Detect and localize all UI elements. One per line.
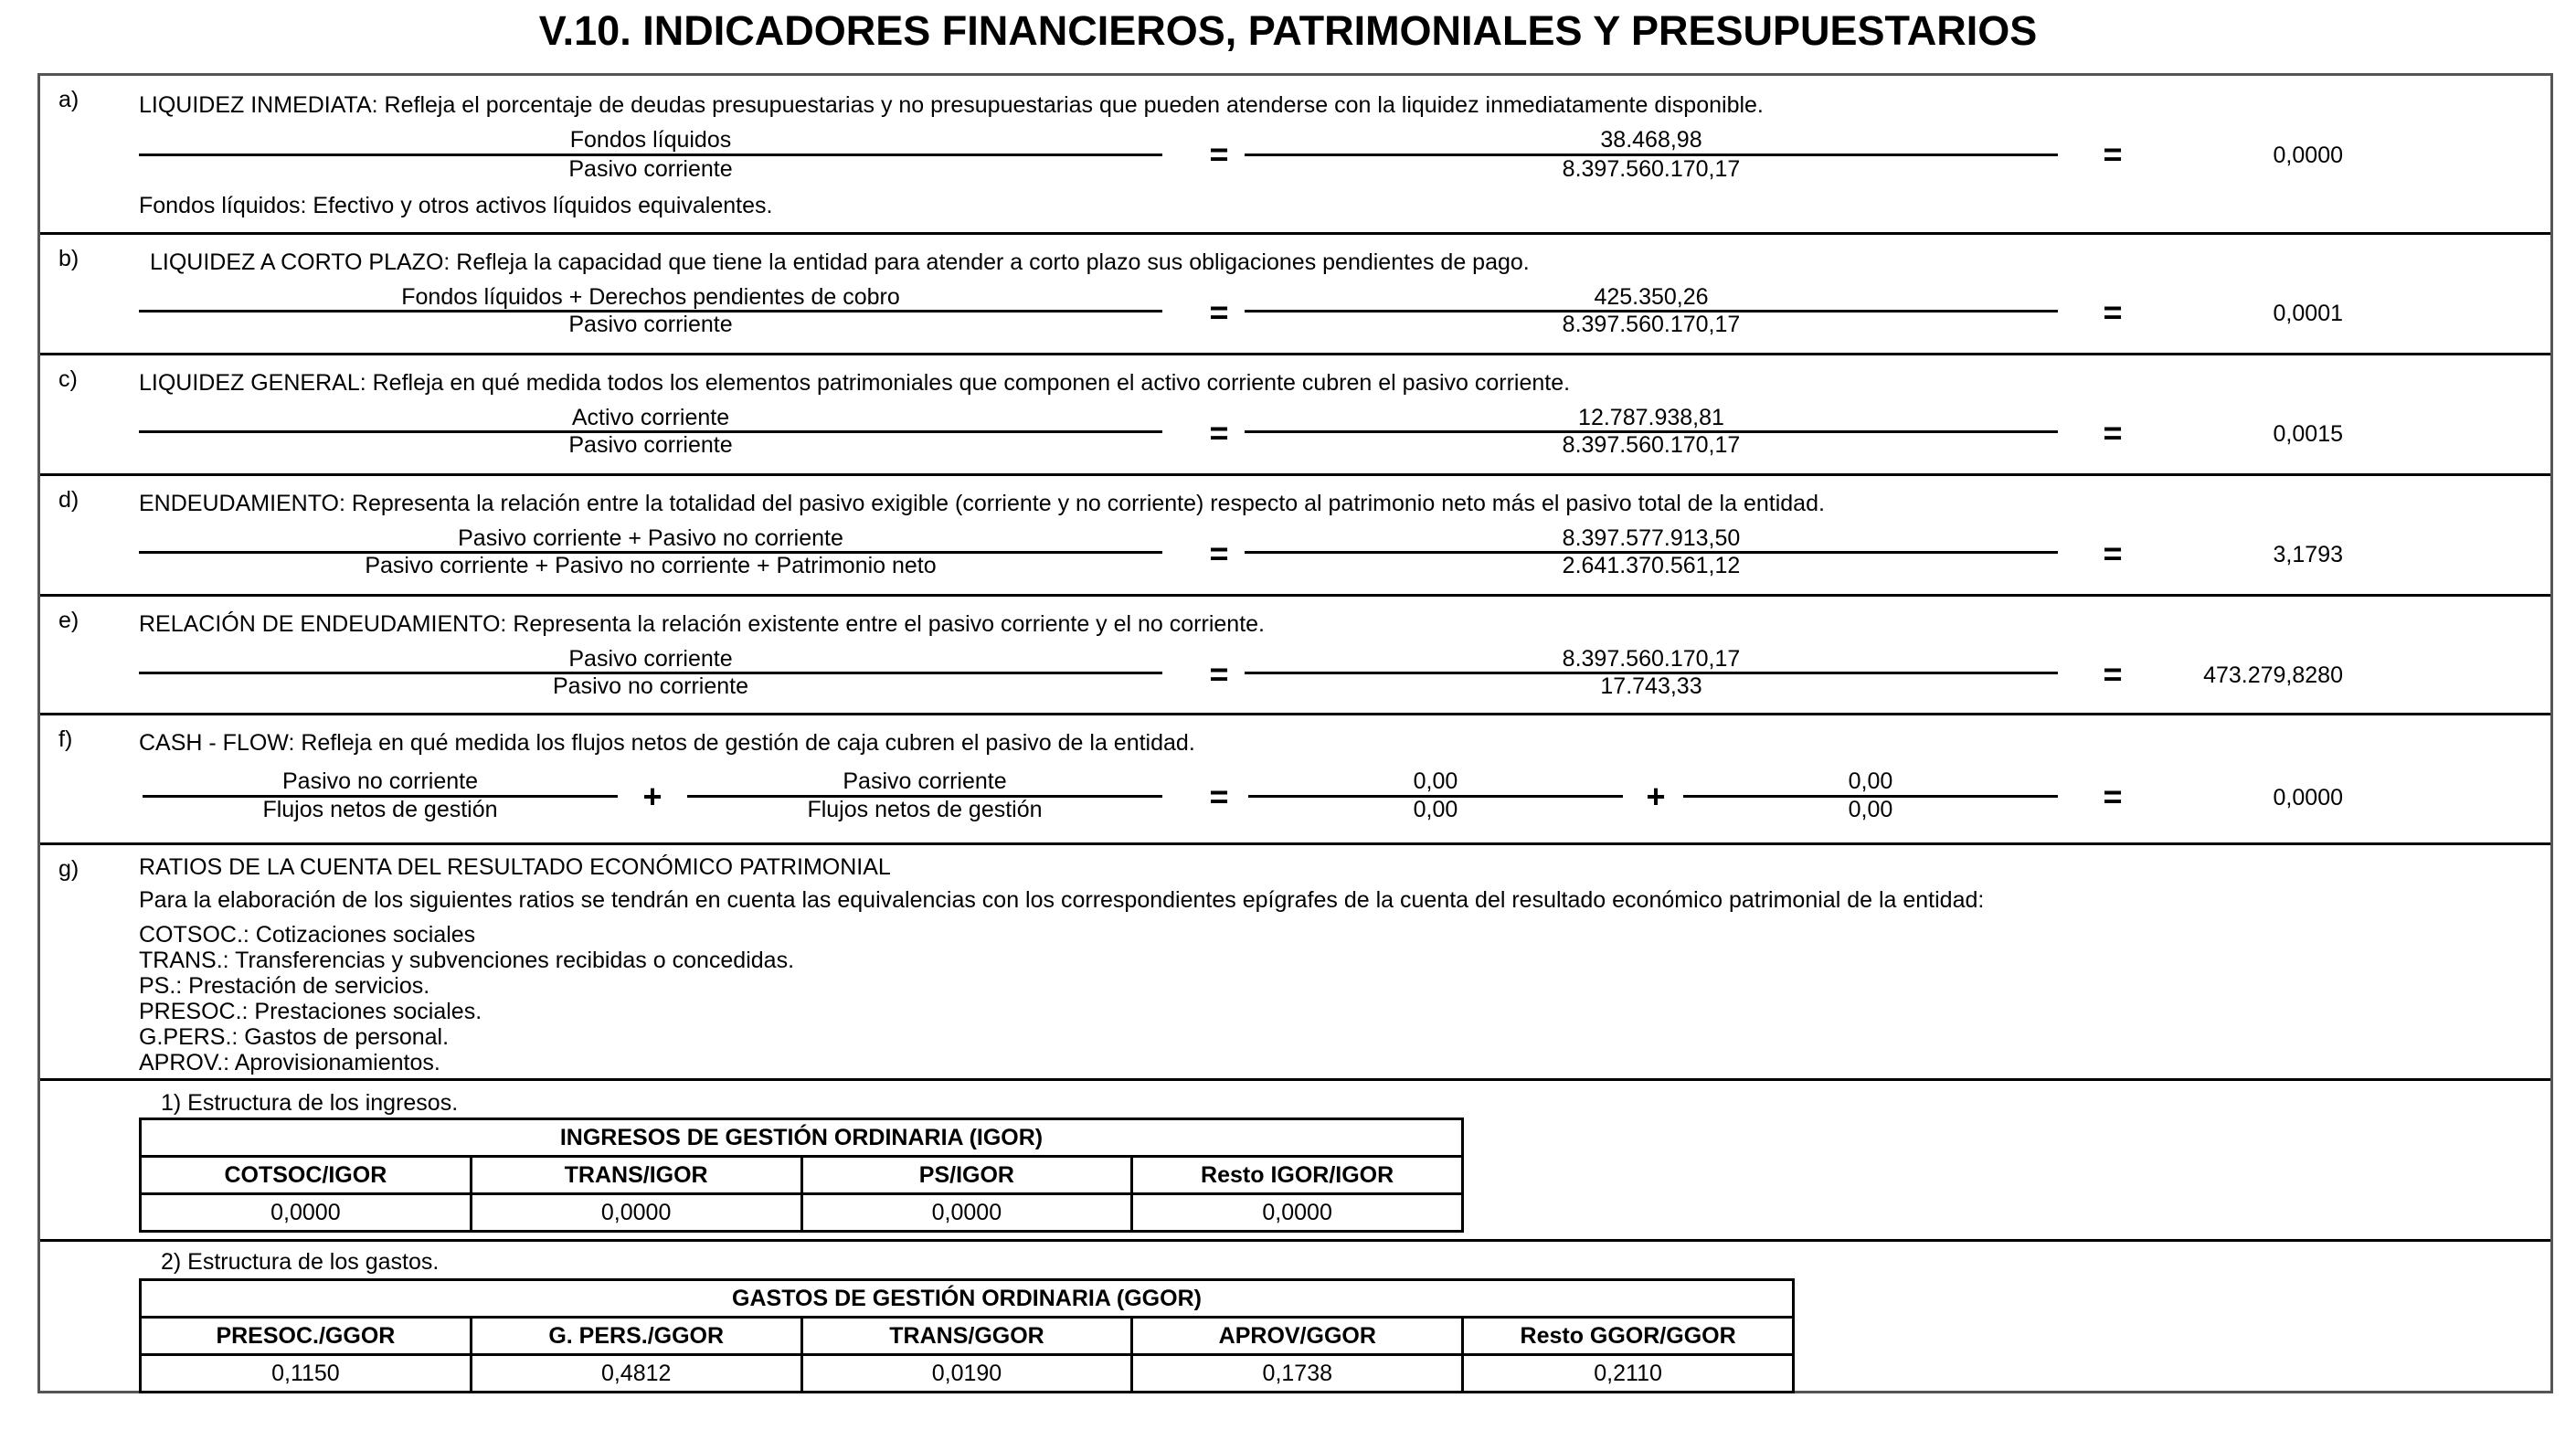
indicator-description: CASH - FLOW: Refleja en qué medida los flujos netos de gestión de caja cubren el pasivo de la entidad. [139, 730, 1195, 756]
value-numerator: 0,00 [1413, 768, 1458, 794]
expense-header-cell: G. PERS./GGOR [471, 1318, 801, 1355]
formula-denominator: Pasivo corriente [568, 156, 733, 182]
section-endeudamiento [40, 476, 2550, 597]
expense-value-cell: 0,1150 [141, 1355, 472, 1393]
abbreviation-item: APROV.: Aprovisionamientos. [139, 1050, 440, 1075]
value-numerator: 425.350,26 [1594, 284, 1709, 310]
income-header-cell: Resto IGOR/IGOR [1132, 1157, 1463, 1194]
abbreviation-item: G.PERS.: Gastos de personal. [139, 1024, 450, 1050]
formula-denominator: Pasivo corriente [568, 312, 733, 337]
value-denominator: 8.397.560.170,17 [1562, 432, 1741, 458]
formula-numerator: Pasivo corriente [568, 646, 733, 672]
expense-label: 2) Estructura de los gastos. [161, 1249, 440, 1275]
equals-sign: = [2103, 414, 2123, 451]
value-denominator: 0,00 [1413, 797, 1458, 822]
expense-value-cell: 0,2110 [1463, 1355, 1794, 1393]
equals-sign: = [1209, 293, 1229, 331]
equals-sign: = [1209, 135, 1229, 173]
ratios-intro: Para la elaboración de los siguientes ratios se tendrán en cuenta las equivalencias con los correspondientes epígrafes de la cuenta del resultado económico patrimonial de la entidad: [139, 887, 1985, 913]
value-denominator: 0,00 [1848, 797, 1893, 822]
equals-sign: = [2103, 655, 2123, 693]
equals-sign: = [1209, 778, 1229, 815]
income-value-cell: 0,0000 [141, 1194, 472, 1232]
abbreviation-item: TRANS.: Transferencias y subvenciones recibidas o concedidas. [139, 948, 795, 973]
section-letter: c) [58, 366, 78, 392]
abbreviation-item: PS.: Prestación de servicios. [139, 973, 430, 999]
indicator-result: 3,1793 [2273, 542, 2343, 567]
ratios-heading: RATIOS DE LA CUENTA DEL RESULTADO ECONÓMICO PATRIMONIAL [139, 854, 891, 880]
equals-sign: = [1209, 535, 1229, 572]
section-liquidez-corto-plazo [40, 235, 2550, 355]
section-expense-structure [40, 1242, 2550, 1391]
formula-numerator: Fondos líquidos [569, 127, 732, 153]
section-relacion-endeudamiento [40, 597, 2550, 715]
equals-sign: = [2103, 293, 2123, 331]
formula-denominator: Flujos netos de gestión [262, 797, 498, 822]
indicator-description: LIQUIDEZ A CORTO PLAZO: Refleja la capacidad que tiene la entidad para atender a corto plazo sus obligaciones pendientes de pago. [150, 249, 1530, 275]
income-value-cell: 0,0000 [471, 1194, 801, 1232]
plus-sign: + [642, 778, 663, 815]
plus-sign: + [1646, 778, 1666, 815]
indicator-result: 0,0000 [2273, 785, 2343, 810]
equals-sign: = [1209, 655, 1229, 693]
equals-sign: = [2103, 135, 2123, 173]
formula-denominator: Pasivo no corriente [552, 673, 748, 699]
section-liquidez-general [40, 355, 2550, 476]
expense-value-cell: 0,4812 [471, 1355, 801, 1393]
section-letter: f) [58, 726, 73, 752]
formula-numerator: Pasivo corriente [843, 768, 1007, 794]
indicator-note: Fondos líquidos: Efectivo y otros activos líquidos equivalentes. [139, 193, 773, 218]
value-numerator: 8.397.560.170,17 [1562, 646, 1741, 672]
formula-numerator: Pasivo no corriente [281, 768, 478, 794]
income-header-cell: COTSOC/IGOR [141, 1157, 472, 1194]
section-liquidez-inmediata [40, 76, 2550, 235]
expense-header-cell: APROV/GGOR [1132, 1318, 1463, 1355]
section-ratios [40, 845, 2550, 1081]
formula-denominator: Flujos netos de gestión [807, 797, 1043, 822]
value-denominator: 17.743,33 [1600, 673, 1702, 699]
page-title: V.10. INDICADORES FINANCIEROS, PATRIMONIALES Y PRESUPUESTARIOS [538, 7, 2038, 54]
indicator-description: RELACIÓN DE ENDEUDAMIENTO: Representa la relación existente entre el pasivo corriente y el no corriente. [139, 611, 1265, 637]
income-table-title: INGRESOS DE GESTIÓN ORDINARIA (IGOR) [141, 1119, 1463, 1157]
abbreviation-item: COTSOC.: Cotizaciones sociales [139, 922, 476, 948]
formula-denominator: Pasivo corriente + Pasivo no corriente + Patrimonio neto [365, 553, 937, 578]
indicator-result: 473.279,8280 [2203, 662, 2343, 688]
expense-value-cell: 0,0190 [801, 1355, 1132, 1393]
equals-sign: = [2103, 778, 2123, 815]
value-numerator: 38.468,98 [1600, 127, 1702, 153]
section-letter: d) [58, 487, 80, 513]
indicator-result: 0,0000 [2273, 143, 2343, 168]
formula-numerator: Fondos líquidos + Derechos pendientes de cobro [401, 284, 900, 310]
expense-table [139, 1278, 1795, 1393]
indicator-result: 0,0015 [2273, 421, 2343, 447]
section-letter: e) [58, 608, 80, 633]
value-denominator: 2.641.370.561,12 [1562, 553, 1741, 578]
income-table [139, 1118, 1464, 1233]
equals-sign: = [2103, 535, 2123, 572]
expense-header-cell: PRESOC./GGOR [141, 1318, 472, 1355]
income-value-cell: 0,0000 [1132, 1194, 1463, 1232]
formula-numerator: Activo corriente [571, 405, 730, 430]
section-letter: a) [58, 87, 80, 112]
value-numerator: 12.787.938,81 [1578, 405, 1724, 430]
value-denominator: 8.397.560.170,17 [1562, 156, 1741, 182]
abbreviation-item: PRESOC.: Prestaciones sociales. [139, 999, 482, 1024]
income-label: 1) Estructura de los ingresos. [161, 1090, 459, 1116]
expense-header-cell: TRANS/GGOR [801, 1318, 1132, 1355]
formula-denominator: Pasivo corriente [568, 432, 733, 458]
indicator-description: LIQUIDEZ INMEDIATA: Refleja el porcentaje de deudas presupuestarias y no presupuestarias que pueden atenderse con la liquidez inmediatamente disponible. [139, 92, 1764, 118]
section-cash-flow [40, 715, 2550, 845]
formula-numerator: Pasivo corriente + Pasivo no corriente [458, 525, 843, 551]
indicator-description: LIQUIDEZ GENERAL: Refleja en qué medida todos los elementos patrimoniales que componen el activo corriente cubren el pasivo corriente. [139, 370, 1571, 396]
value-numerator: 0,00 [1848, 768, 1893, 794]
indicators-frame [37, 73, 2553, 1393]
income-header-cell: TRANS/IGOR [471, 1157, 801, 1194]
section-letter: g) [58, 856, 80, 882]
section-letter: b) [58, 246, 80, 271]
value-numerator: 8.397.577.913,50 [1562, 525, 1741, 551]
indicator-description: ENDEUDAMIENTO: Representa la relación entre la totalidad del pasivo exigible (corriente y no corriente) respecto al patrimonio neto más el pasivo total de la entidad. [139, 491, 1825, 516]
expense-value-cell: 0,1738 [1132, 1355, 1463, 1393]
income-header-cell: PS/IGOR [801, 1157, 1132, 1194]
value-denominator: 8.397.560.170,17 [1562, 312, 1741, 337]
expense-table-title: GASTOS DE GESTIÓN ORDINARIA (GGOR) [141, 1280, 1794, 1318]
income-value-cell: 0,0000 [801, 1194, 1132, 1232]
indicator-result: 0,0001 [2273, 301, 2343, 326]
equals-sign: = [1209, 414, 1229, 451]
section-income-structure [40, 1081, 2550, 1242]
expense-header-cell: Resto GGOR/GGOR [1463, 1318, 1794, 1355]
